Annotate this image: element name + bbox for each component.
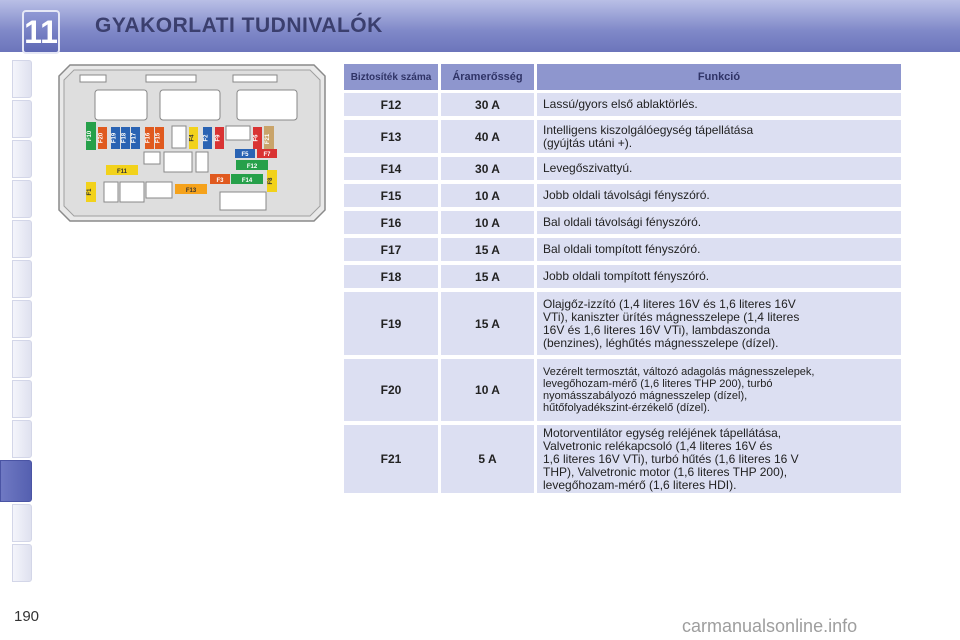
- function-line: Motorventilátor egység reléjének tápellátása,: [543, 425, 782, 440]
- function-line: Bal oldali tompított fényszóró.: [543, 242, 701, 256]
- chapter-badge: 11: [22, 10, 60, 54]
- fuse-label: F4: [189, 134, 196, 142]
- table-header: [344, 64, 904, 90]
- function-line: Vezérelt termosztát, változó adagolás mágnesszelepek,: [543, 366, 815, 378]
- function-line: Lassú/gyors első ablaktörlés.: [543, 97, 698, 111]
- fuse-number: F15: [344, 184, 438, 207]
- function-line: Olajgőz-izzító (1,4 literes 16V és 1,6 literes 16V: [543, 296, 796, 311]
- fuse-function: [537, 93, 901, 116]
- fuse-number: F16: [344, 211, 438, 234]
- function-line: Levegőszivattyú.: [543, 161, 633, 175]
- fuse-function: [537, 211, 901, 234]
- fuse-label: F12: [246, 164, 258, 170]
- watermark: carmanualsonline.info: [682, 616, 858, 636]
- fuse-function: [537, 425, 901, 493]
- fuse-number: F17: [344, 238, 438, 261]
- chapter-tab[interactable]: [12, 260, 32, 298]
- fuse-label: F18: [121, 132, 128, 144]
- fuse-label: F21: [265, 133, 271, 145]
- fuse-amperage: 15 A: [441, 265, 534, 288]
- fuse-function: [537, 359, 901, 421]
- table-row: [344, 93, 904, 116]
- fuse-label: F15: [155, 132, 162, 144]
- fuse-label: F9: [215, 134, 222, 142]
- fuse-amperage: 30 A: [441, 157, 534, 180]
- fuse-function: [537, 120, 901, 153]
- fuse-number: F19: [344, 292, 438, 355]
- fuse-amperage: 30 A: [441, 93, 534, 116]
- page-title: GYAKORLATI TUDNIVALÓK: [95, 14, 383, 37]
- function-line: Valvetronic relékapcsoló (1,4 literes 16V és: [543, 438, 773, 453]
- fuse-label: F20: [98, 132, 105, 144]
- fuse-label: F2: [203, 134, 210, 142]
- fuse-label: F11: [116, 169, 128, 175]
- function-line: THP), Valvetronic motor (1,6 literes THP 200),: [543, 464, 788, 479]
- chapter-tab[interactable]: [12, 504, 32, 542]
- chapter-tab[interactable]: [12, 60, 32, 98]
- fuse-label: F16: [145, 132, 152, 144]
- fuse-label: F19: [111, 132, 118, 144]
- table-row: [344, 120, 904, 153]
- table-row: [344, 425, 904, 493]
- page-number: 190: [14, 608, 40, 625]
- table-row: [344, 265, 904, 288]
- fuse-label: F7: [263, 152, 271, 158]
- fuse-label: F17: [131, 132, 138, 144]
- fuse-label: F6: [253, 134, 260, 142]
- chapter-tab[interactable]: [12, 380, 32, 418]
- function-line: hűtőfolyadékszint-érzékelő (dízel).: [543, 402, 710, 414]
- chapter-tab-active[interactable]: [0, 460, 32, 502]
- fuse-amperage: 15 A: [441, 292, 534, 355]
- fuse-label: F5: [241, 152, 249, 158]
- fuse-function: [537, 292, 901, 355]
- chapter-tab[interactable]: [12, 220, 32, 258]
- column-header-function: Funkció: [537, 64, 901, 90]
- fuse-number: F12: [344, 93, 438, 116]
- chapter-tab[interactable]: [12, 544, 32, 582]
- chapter-tab[interactable]: [12, 340, 32, 378]
- table-row: [344, 359, 904, 421]
- fuse-amperage: 10 A: [441, 211, 534, 234]
- fuse-label: F8: [268, 177, 274, 185]
- fuse-box-diagram: [58, 64, 326, 222]
- chapter-tab[interactable]: [12, 180, 32, 218]
- fuse-table: [344, 64, 904, 497]
- function-line: Jobb oldali tompított fényszóró.: [543, 269, 710, 283]
- fuse-label: F3: [216, 178, 224, 184]
- function-line: Jobb oldali távolsági fényszóró.: [543, 188, 710, 202]
- function-line: Bal oldali távolsági fényszóró.: [543, 215, 702, 229]
- fuse-number: F14: [344, 157, 438, 180]
- fuse-function: [537, 265, 901, 288]
- function-line: 1,6 literes 16V VTi), turbó hűtés (1,6 literes 16 V: [543, 451, 799, 466]
- fuse-number: F20: [344, 359, 438, 421]
- fuse-number: F18: [344, 265, 438, 288]
- function-line: levegőhozam-mérő (1,6 literes HDI).: [543, 477, 737, 492]
- fuse-function: [537, 157, 901, 180]
- function-line: (gyújtás utáni +).: [543, 135, 633, 150]
- table-row: [344, 184, 904, 207]
- fuse-amperage: 5 A: [441, 425, 534, 493]
- column-header-fuse: Biztosíték száma: [344, 64, 438, 90]
- function-line: Intelligens kiszolgálóegység tápellátása: [543, 122, 754, 137]
- function-line: nyomásszabályozó mágnesszelep (dízel),: [543, 390, 748, 402]
- chapter-tab[interactable]: [12, 300, 32, 338]
- chapter-tab[interactable]: [12, 140, 32, 178]
- fuse-label: F13: [185, 188, 197, 194]
- fuse-number: F21: [344, 425, 438, 493]
- table-row: [344, 292, 904, 355]
- chapter-tab[interactable]: [12, 100, 32, 138]
- fuse-label: F1: [87, 188, 93, 196]
- table-row: [344, 157, 904, 180]
- page-header: [0, 0, 960, 52]
- fuse-label: F10: [87, 130, 93, 142]
- fuse-function: [537, 184, 901, 207]
- table-row: [344, 211, 904, 234]
- fuse-amperage: 10 A: [441, 359, 534, 421]
- column-header-amperage: Áramerősség: [441, 64, 534, 90]
- chapter-tabs: [0, 60, 32, 580]
- function-line: 16V és 1,6 literes 16V VTi), lambdaszonda: [543, 322, 771, 337]
- table-row: [344, 238, 904, 261]
- function-line: VTi), kaniszter ürítés mágnesszelepe (1,4 literes: [543, 309, 800, 324]
- fuse-amperage: 10 A: [441, 184, 534, 207]
- fuse-function: [537, 238, 901, 261]
- fuse-label: F14: [241, 178, 253, 184]
- function-line: levegőhozam-mérő (1,6 literes THP 200), turbó: [543, 378, 773, 390]
- chapter-tab[interactable]: [12, 420, 32, 458]
- function-line: (benzines), léghűtés mágnesszelepe (dízel).: [543, 335, 779, 350]
- fuse-number: F13: [344, 120, 438, 153]
- fuse-amperage: 15 A: [441, 238, 534, 261]
- fuse-amperage: 40 A: [441, 120, 534, 153]
